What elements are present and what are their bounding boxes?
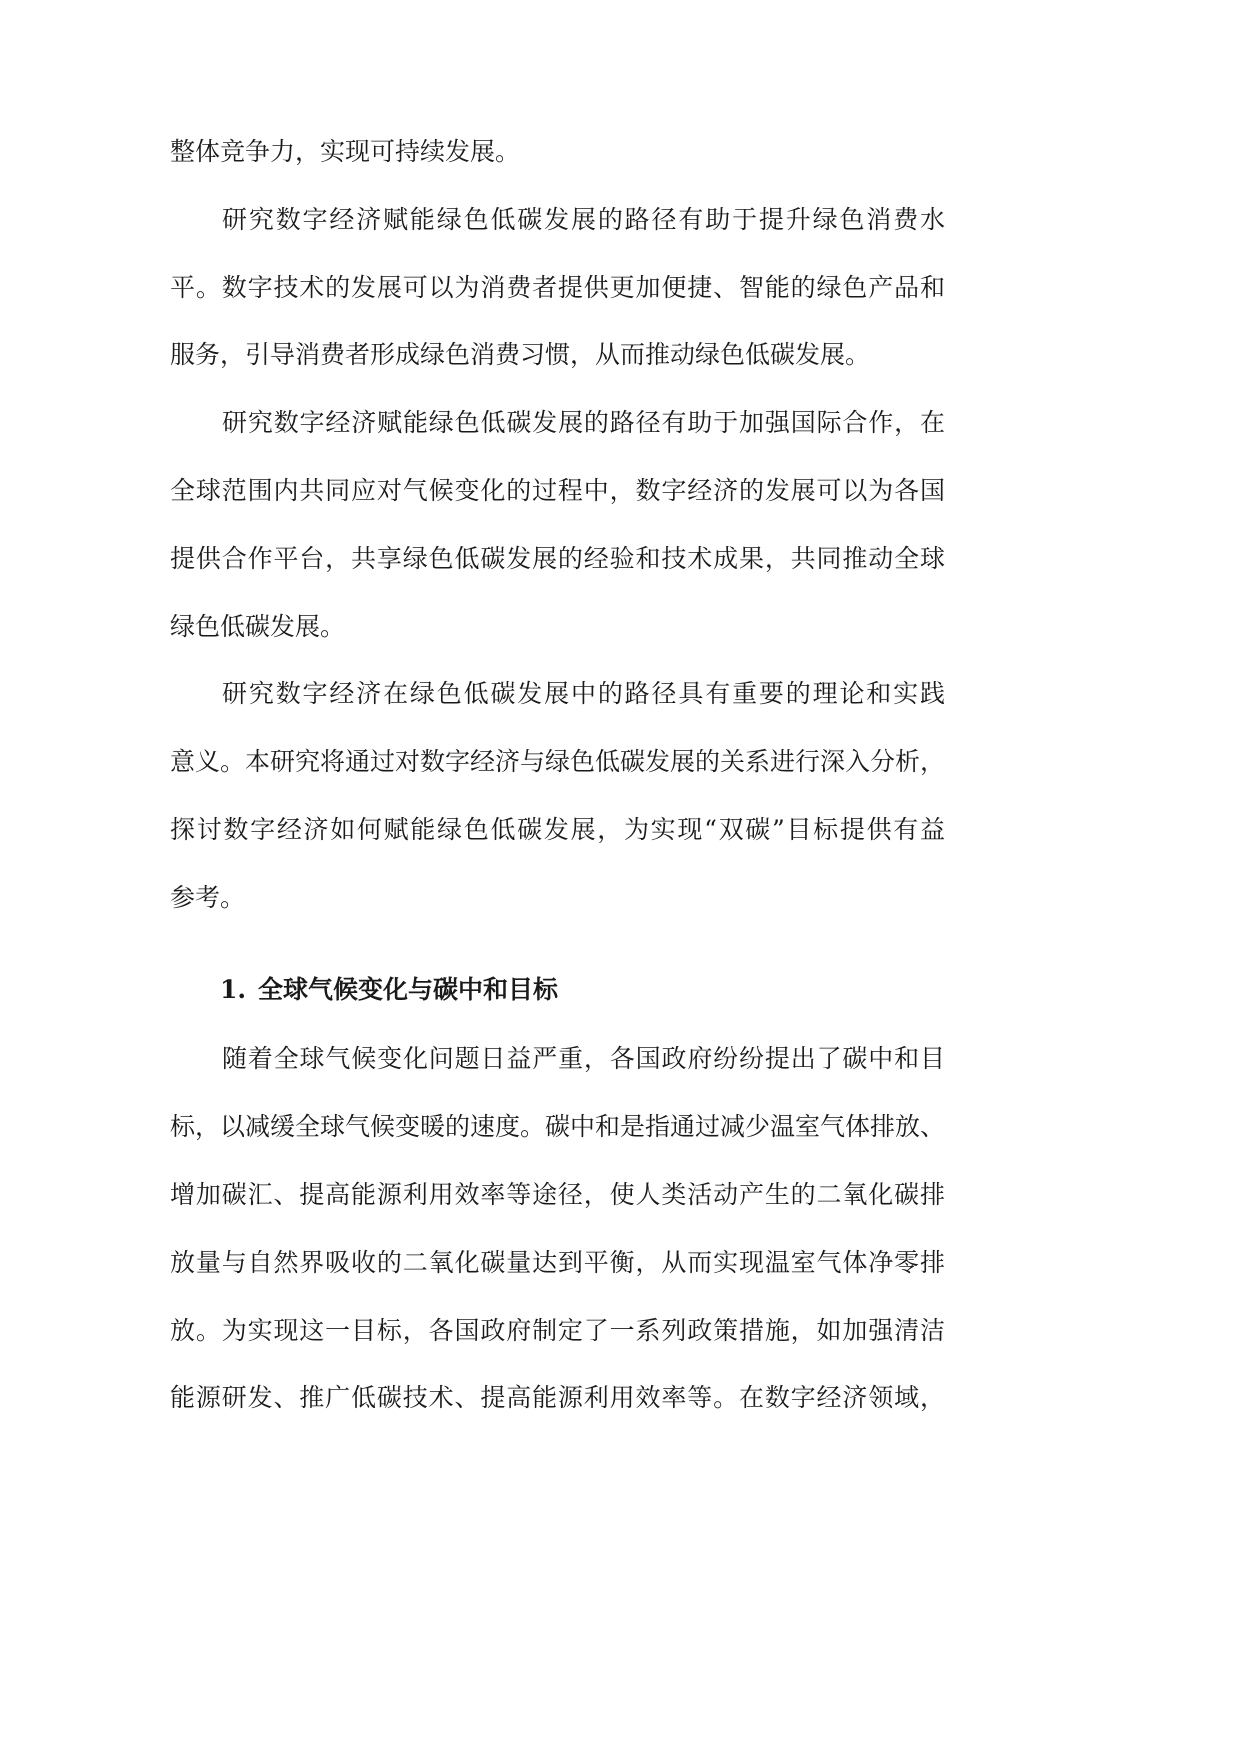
paragraph-significance (170, 660, 945, 931)
paragraph-line: 放量与自然界吸收的二氧化碳量达到平衡，从而实现温室气体净零排 (170, 1247, 945, 1277)
section-number: 1. (220, 974, 247, 1004)
paragraph-line: 探讨数字经济如何赋能绿色低碳发展，为实现“双碳”目标提供有益 (170, 814, 945, 844)
paragraph-continued (170, 118, 945, 186)
paragraph-line: 研究数字经济赋能绿色低碳发展的路径有助于提升绿色消费水 (222, 204, 945, 234)
paragraph-line: 增加碳汇、提高能源利用效率等途径，使人类活动产生的二氧化碳排 (170, 1179, 945, 1209)
paragraph-line: 提供合作平台，共享绿色低碳发展的经验和技术成果，共同推动全球 (170, 543, 945, 573)
paragraph-line: 随着全球气候变化问题日益严重，各国政府纷纷提出了碳中和目 (222, 1044, 945, 1074)
paragraph-line: 参考。 (170, 882, 246, 912)
section-paragraph (170, 1025, 945, 1432)
paragraph-line: 研究数字经济赋能绿色低碳发展的路径有助于加强国际合作，在 (222, 408, 945, 438)
paragraph-line: 全球范围内共同应对气候变化的过程中，数字经济的发展可以为各国 (170, 475, 945, 505)
section-heading (170, 956, 945, 1024)
paragraph-line: 研究数字经济在绿色低碳发展中的路径具有重要的理论和实践 (222, 679, 945, 709)
paragraph-line: 绿色低碳发展。 (170, 611, 346, 641)
paragraph-line: 平。数字技术的发展可以为消费者提供更加便捷、智能的绿色产品和 (170, 272, 945, 302)
document-body (170, 118, 945, 1432)
paragraph-line: 整体竞争力，实现可持续发展。 (170, 137, 521, 166)
paragraph-line: 意义。本研究将通过对数字经济与绿色低碳发展的关系进行深入分析， (170, 747, 946, 777)
paragraph-green-consumption (170, 186, 945, 389)
paragraph-line: 服务，引导消费者形成绿色消费习惯，从而推动绿色低碳发展。 (170, 340, 871, 370)
paragraph-international-cooperation (170, 389, 945, 660)
paragraph-line: 标，以减缓全球气候变暖的速度。碳中和是指通过减少温室气体排放、 (170, 1112, 946, 1142)
paragraph-line: 放。为实现这一目标，各国政府制定了一系列政策措施，如加强清洁 (170, 1315, 945, 1345)
paragraph-line: 能源研发、推广低碳技术、提高能源利用效率等。在数字经济领域， (170, 1383, 945, 1413)
section-title: 全球气候变化与碳中和目标 (258, 974, 559, 1004)
